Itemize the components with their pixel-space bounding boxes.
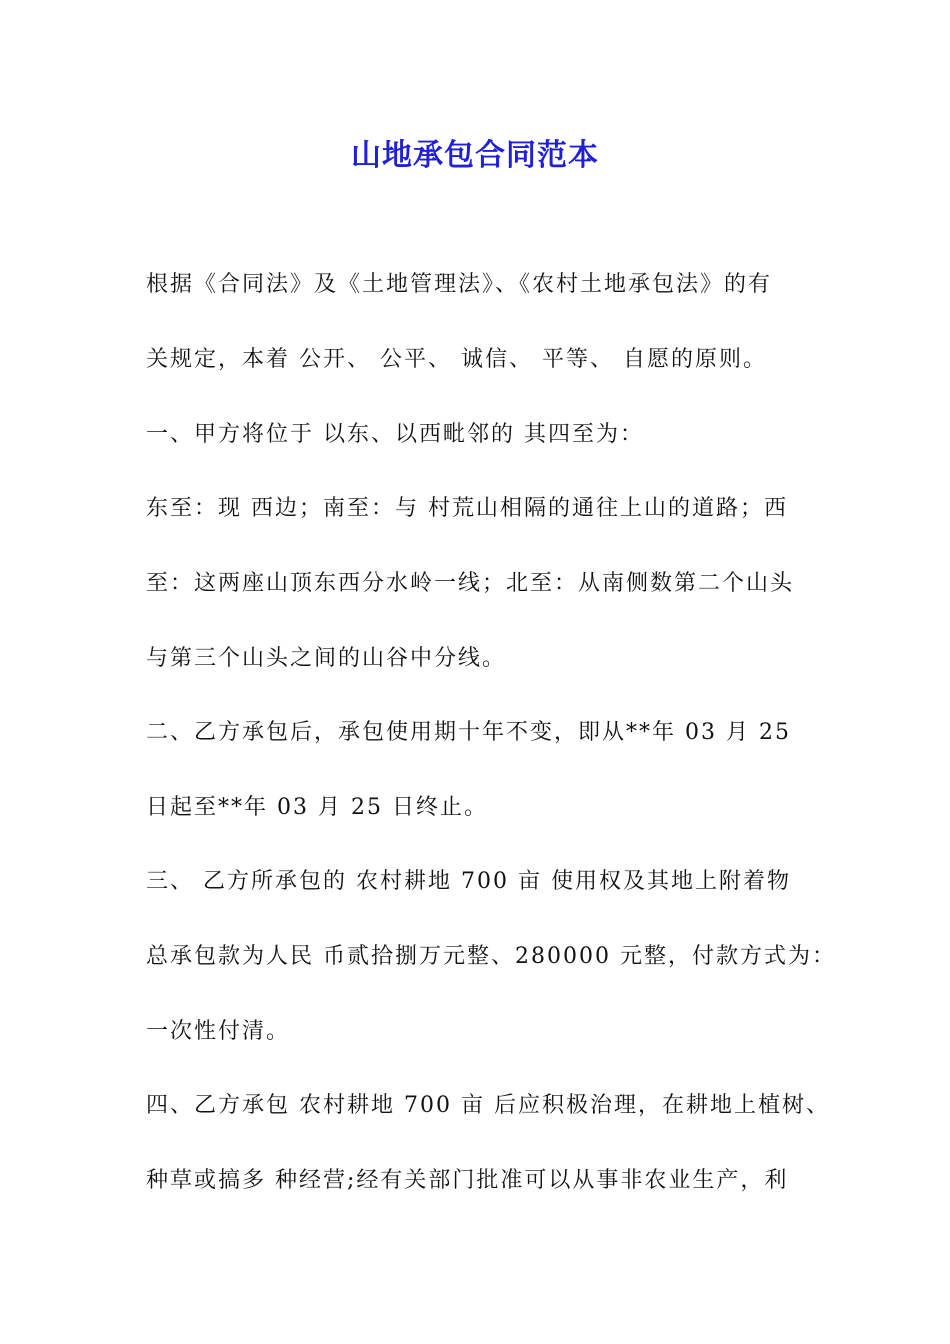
paragraph-line-4: 东至：现 西边；南至：与 村荒山相隔的通往上山的道路；西 — [146, 496, 788, 521]
paragraph-line-6: 与第三个山头之间的山谷中分线。 — [146, 646, 507, 671]
paragraph-line-13: 种草或搞多 种经营;经有关部门批准可以从事非农业生产，利 — [146, 1168, 789, 1193]
paragraph-line-1: 根据《合同法》及《土地管理法》、《农村土地承包法》的有 — [146, 272, 773, 297]
paragraph-line-12: 四、乙方承包 农村耕地 700 亩 后应积极治理，在耕地上植树、 — [146, 1093, 830, 1118]
paragraph-line-2: 关规定，本着 公开、 公平、 诚信、 平等、 自愿的原则。 — [146, 347, 767, 372]
paragraph-line-3: 一、甲方将位于 以东、以西毗邻的 其四至为： — [146, 422, 644, 447]
paragraph-line-5: 至：这两座山顶东西分水岭一线；北至：从南侧数第二个山头 — [146, 571, 795, 596]
paragraph-line-11: 一次性付清。 — [146, 1019, 291, 1044]
paragraph-line-10: 总承包款为人民 币贰拾捌万元整、280000 元整，付款方式为： — [146, 944, 836, 969]
document-title: 山地承包合同范本 — [351, 138, 599, 173]
paragraph-line-7: 二、乙方承包后，承包使用期十年不变，即从**年 03 月 25 — [146, 720, 791, 745]
paragraph-line-9: 三、 乙方所承包的 农村耕地 700 亩 使用权及其地上附着物 — [146, 869, 791, 894]
paragraph-line-8: 日起至**年 03 月 25 日终止。 — [146, 795, 488, 820]
